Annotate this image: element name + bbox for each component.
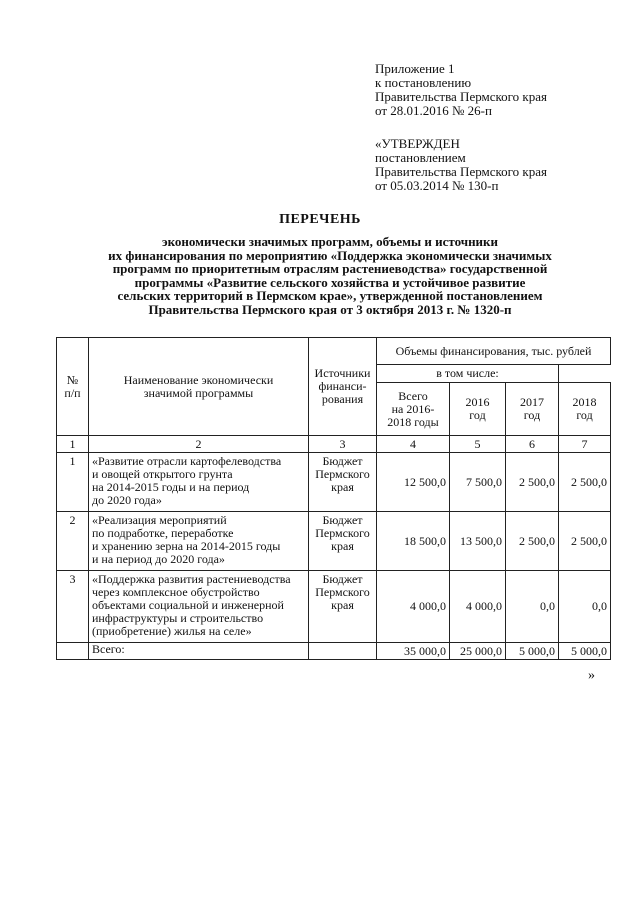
programs-table xyxy=(56,337,611,660)
subtitle-line: экономически значимых программ, объемы и источники xyxy=(161,234,499,249)
funding-source: Бюджет Пермского края xyxy=(309,512,377,571)
approval-block xyxy=(375,137,547,193)
subtitle-line: их финансирования по мероприятию «Поддержка экономически значимых xyxy=(108,247,552,263)
row-num: 1 xyxy=(57,453,89,512)
subtitle-line: Правительства Пермского края от 3 октября 2013 г. № 1320-п xyxy=(148,301,512,317)
approval-line: от 05.03.2014 № 130-п xyxy=(375,178,499,193)
header-source: Источники финанси- рования xyxy=(309,338,377,436)
document-subtitle xyxy=(70,235,590,316)
header-num: № п/п xyxy=(57,338,89,436)
program-name: «Реализация мероприятий по подработке, переработке и хранению зерна на 2014-2015 годы и на период до 2020 года» xyxy=(89,512,309,571)
funding-source: Бюджет Пермского края xyxy=(309,571,377,643)
header-2017: 2017 год xyxy=(506,383,559,436)
program-name: «Поддержка развития растениеводства через комплексное обустройство объектами социальной и инженерной инфраструктуры и строительство (приобретение) жилья на селе» xyxy=(89,571,309,643)
amount-2018: 2 500,0 xyxy=(559,512,611,571)
totals-empty-cell xyxy=(57,643,89,660)
amount-2016: 7 500,0 xyxy=(450,453,506,512)
appendix-line: Приложение 1 xyxy=(375,61,455,76)
amount-2018: 2 500,0 xyxy=(559,453,611,512)
amount-total: 4 000,0 xyxy=(377,571,450,643)
approval-line: «УТВЕРЖДЕН xyxy=(375,136,460,151)
approval-line: Правительства Пермского края xyxy=(375,164,547,179)
amount-2018: 0,0 xyxy=(559,571,611,643)
document-title: ПЕРЕЧЕНЬ xyxy=(279,212,361,227)
appendix-line: Правительства Пермского края xyxy=(375,89,547,104)
header-volumes: Объемы финансирования, тыс. рублей xyxy=(377,338,611,365)
column-number-row xyxy=(57,436,611,453)
amount-2016: 4 000,0 xyxy=(450,571,506,643)
header-row xyxy=(57,338,611,365)
column-number: 3 xyxy=(309,436,377,453)
subtitle-line: программы «Развитие сельского хозяйства и устойчивое развитие xyxy=(134,274,526,290)
amount-2017: 0,0 xyxy=(506,571,559,643)
subtitle-line: сельских территорий в Пермском крае», утвержденной постановлением xyxy=(117,288,543,303)
amount-total: 12 500,0 xyxy=(377,453,450,512)
appendix-block xyxy=(375,62,547,118)
totals-label: Всего: xyxy=(89,643,309,660)
totals-2017: 5 000,0 xyxy=(506,643,559,660)
row-num: 3 xyxy=(57,571,89,643)
column-number: 4 xyxy=(377,436,450,453)
program-name: «Развитие отрасли картофелеводства и овощей открытого грунта на 2014-2015 годы и на период до 2020 года» xyxy=(89,453,309,512)
amount-2017: 2 500,0 xyxy=(506,453,559,512)
column-number: 6 xyxy=(506,436,559,453)
column-number: 1 xyxy=(57,436,89,453)
subtitle-line: программ по приоритетным отраслям растениеводства» государственной xyxy=(112,261,548,276)
totals-row xyxy=(57,643,611,660)
row-num: 2 xyxy=(57,512,89,571)
column-number: 7 xyxy=(559,436,611,453)
column-number: 2 xyxy=(89,436,309,453)
totals-total: 35 000,0 xyxy=(377,643,450,660)
totals-2018: 5 000,0 xyxy=(559,643,611,660)
header-name: Наименование экономически значимой программы xyxy=(89,338,309,436)
amount-total: 18 500,0 xyxy=(377,512,450,571)
table-row xyxy=(57,571,611,643)
table-row xyxy=(57,512,611,571)
appendix-line: от 28.01.2016 № 26-п xyxy=(375,103,492,118)
totals-empty-cell xyxy=(309,643,377,660)
column-number: 5 xyxy=(450,436,506,453)
funding-source: Бюджет Пермского края xyxy=(309,453,377,512)
amount-2016: 13 500,0 xyxy=(450,512,506,571)
totals-2016: 25 000,0 xyxy=(450,643,506,660)
appendix-line: к постановлению xyxy=(375,75,472,90)
header-including: в том числе: xyxy=(377,365,559,383)
closing-quote-mark: » xyxy=(588,668,595,683)
amount-2017: 2 500,0 xyxy=(506,512,559,571)
header-2016: 2016 год xyxy=(450,383,506,436)
header-total: Всего на 2016- 2018 годы xyxy=(377,383,450,436)
table-row xyxy=(57,453,611,512)
header-2018: 2018 год xyxy=(559,383,611,436)
approval-line: постановлением xyxy=(375,150,466,165)
